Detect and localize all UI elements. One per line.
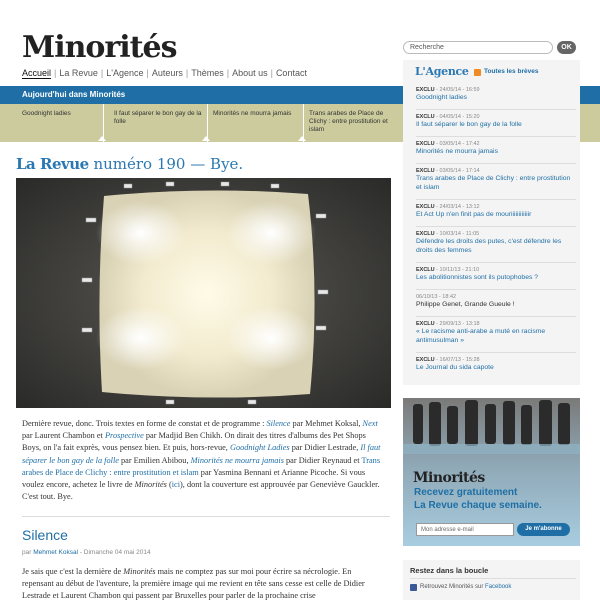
social-title: Restez dans la boucle (410, 566, 489, 575)
brief-title[interactable]: Philippe Genet, Grande Gueule ! (416, 301, 515, 308)
agence-item[interactable] (416, 87, 576, 103)
brief-title[interactable]: Minorités ne mourra jamais (416, 148, 498, 155)
text: par Madjid Ben Chikh. On dirait des titres d'albums des Pet Shops Boys, on l'a fait exprès, vous pensez bien. Et puis, hors-revue, (22, 431, 366, 453)
nav-themes[interactable]: Thèmes (191, 68, 224, 78)
link-ici[interactable]: ici (171, 480, 181, 490)
text: Retrouvez Minorités sur (420, 584, 486, 590)
today-band-title: Aujourd'hui dans Minorités (22, 90, 126, 99)
brief-date: - 24/03/14 - 13:12 (434, 204, 480, 210)
agence-item[interactable] (416, 267, 576, 283)
link-minorites-ne-mourra[interactable]: Minorités ne mourra jamais (190, 455, 284, 465)
exclu-badge: EXCLU (416, 321, 435, 327)
article-author-link[interactable]: Mehmet Koksal (33, 549, 78, 556)
email-input[interactable]: Mon adresse e-mail (416, 523, 514, 536)
nav-auteurs[interactable]: Auteurs (151, 68, 183, 78)
lightbox-photo (16, 178, 391, 408)
link-trans-arabes[interactable]: Trans arabes de Place de Clichy : entre prostitution et islam (22, 455, 381, 477)
text: par Laurent Chambon et (22, 431, 105, 441)
link-goodnight-ladies[interactable]: Goodnight Ladies (229, 443, 290, 453)
agence-item[interactable] (416, 231, 576, 255)
brief-title[interactable]: Goodnight ladies (416, 94, 468, 101)
brief-date: - 29/09/13 - 13:18 (434, 321, 480, 327)
promo-subline: La Revue chaque semaine. (414, 500, 542, 511)
headline-item[interactable]: Minorités ne mourra jamais (208, 104, 304, 142)
strip-arrow-icon (298, 136, 306, 141)
search-input[interactable]: Recherche (403, 41, 553, 54)
nav-contact[interactable]: Contact (275, 68, 307, 78)
revue-dash: — (190, 155, 206, 173)
headline-item[interactable]: Il faut séparer le bon gay de la folle (104, 104, 208, 142)
facebook-line (420, 584, 511, 590)
divider (416, 262, 576, 263)
exclu-badge: EXCLU (416, 357, 435, 363)
exclu-badge: EXCLU (416, 114, 435, 120)
brief-title[interactable]: Défendre les droits des putes, c'est défendre les droits des femmes (416, 238, 562, 254)
brief-date: 06/10/13 - 18:42 (416, 294, 457, 300)
brief-date: - 24/05/14 - 16:59 (434, 87, 480, 93)
brief-date: - 03/05/14 - 17:42 (434, 141, 480, 147)
headline-item[interactable]: Goodnight ladies (0, 104, 104, 142)
article-date: - Dimanche 04 mai 2014 (78, 549, 151, 556)
search-button[interactable]: OK (557, 41, 576, 54)
text: ), dont la couverture est approuvée par Geneviève Gauckler. C'est tout. Bye. (22, 480, 380, 502)
brief-title[interactable]: Et Act Up n'en finit pas de mouriiiiiiiiiiiir (416, 211, 532, 218)
link-bon-gay[interactable]: Il faut séparer le bon gay de la folle (22, 443, 381, 465)
brief-date: - 04/05/14 - 15:20 (434, 114, 480, 120)
facebook-link[interactable]: Facebook (485, 584, 512, 590)
nav-accueil[interactable]: Accueil (22, 68, 52, 78)
brief-date: - 16/07/13 - 15:28 (434, 357, 480, 363)
divider (22, 516, 390, 517)
agence-item[interactable] (416, 114, 576, 130)
text: Minorités (123, 567, 156, 576)
text: par Yasmina Bennani et Arianne Picoche. Si vous voulez encore, achetez le livre de (22, 467, 366, 490)
revue-heading (16, 155, 243, 173)
revue-brand: La Revue (16, 155, 89, 173)
brief-title[interactable]: « Le racisme anti-arabe a muté en racisme antimusulman » (416, 328, 546, 344)
strip-arrow-icon (202, 136, 210, 141)
divider (416, 316, 576, 317)
agence-item[interactable] (416, 294, 576, 310)
strip-edge (580, 104, 600, 142)
headline-item[interactable]: Trans arabes de Place de Clichy : entre prostitution et islam (309, 110, 388, 133)
agence-item[interactable] (416, 204, 576, 220)
nav-about-us[interactable]: About us (232, 68, 268, 78)
text: par Didier Lestrade, (289, 443, 361, 453)
text: par Didier Reynaud et (283, 455, 362, 465)
text: mais ne comptez pas sur moi pour écrire sa nécrologie. En repensant au début de l'aventure, la première image qui me revient en tête sans cesse est celle de Didier Lestrade et Laurent Chambon qui passent par Bruxelles pour parler de la prochaine crise (22, 567, 365, 601)
agence-title[interactable]: L'Agence (415, 65, 469, 78)
nav-la-revue[interactable]: La Revue (59, 68, 98, 78)
link-next[interactable]: Next (362, 419, 378, 428)
article-title[interactable]: Silence (22, 527, 68, 543)
brief-title[interactable]: Les abolitionnistes sont ils putophobes ? (416, 274, 539, 281)
divider (416, 136, 576, 137)
divider (416, 199, 576, 200)
nav-agence[interactable]: L'Agence (106, 68, 144, 78)
text: Minorités (134, 480, 167, 490)
link-prospective[interactable]: Prospective (104, 431, 144, 441)
promo-headline: Recevez gratuitement (414, 487, 518, 498)
text: ( (166, 480, 172, 490)
revue-title[interactable]: Bye. (210, 155, 244, 173)
brief-title[interactable]: Le Journal du sida capote (416, 364, 494, 371)
article-body (22, 566, 384, 603)
facebook-icon[interactable] (410, 584, 417, 591)
exclu-badge: EXCLU (416, 168, 435, 174)
nav-separator: | (146, 68, 149, 78)
brief-title[interactable]: Trans arabes de Place de Clichy : entre prostitution et islam (416, 175, 571, 191)
nav-separator: | (270, 68, 273, 78)
promo-logo: Minorités (413, 470, 485, 486)
nav-separator: | (226, 68, 230, 78)
brief-date: - 10/03/14 - 11:05 (434, 231, 480, 237)
nav-separator: | (185, 68, 189, 78)
divider (416, 352, 576, 353)
exclu-badge: EXCLU (416, 141, 435, 147)
brief-title[interactable]: Il faut séparer le bon gay de la folle (416, 121, 522, 128)
revue-intro (22, 418, 382, 503)
agence-item[interactable] (416, 141, 576, 157)
band-edge (580, 86, 600, 104)
divider (410, 578, 576, 579)
revue-issue: numéro 190 (93, 155, 186, 173)
all-briefs-link[interactable]: Toutes les brèves (484, 68, 539, 75)
agence-item[interactable] (416, 321, 576, 345)
text: Je sais que c'est la dernière de (22, 567, 124, 576)
divider (416, 163, 576, 164)
text: par (22, 549, 34, 556)
rss-icon[interactable] (474, 69, 481, 76)
brief-date: - 03/05/14 - 17:14 (434, 168, 480, 174)
agence-item[interactable] (416, 357, 576, 373)
divider (416, 289, 576, 290)
revue-cover-image[interactable] (16, 178, 391, 408)
article-meta (22, 549, 151, 556)
site-logo[interactable]: Minorités (22, 30, 177, 65)
exclu-badge: EXCLU (416, 267, 435, 273)
agence-item[interactable] (416, 168, 576, 192)
nav-separator: | (54, 68, 57, 78)
subscribe-button[interactable]: Je m'abonne (517, 523, 570, 536)
divider (416, 226, 576, 227)
text: par Emilien Abibou, (118, 455, 191, 465)
exclu-badge: EXCLU (416, 231, 435, 237)
brief-date: - 10/11/13 - 21:10 (434, 267, 480, 273)
strip-arrow-icon (98, 136, 106, 141)
exclu-badge: EXCLU (416, 87, 435, 93)
exclu-badge: EXCLU (416, 204, 435, 210)
text: par Mehmet Koksal, (290, 419, 363, 428)
text: Dernière revue, donc. Trois textes en forme de constat et de programme : (22, 419, 267, 428)
link-silence[interactable]: Silence (266, 419, 291, 428)
nav-separator: | (100, 68, 104, 78)
divider (416, 109, 576, 110)
main-nav (22, 68, 307, 78)
